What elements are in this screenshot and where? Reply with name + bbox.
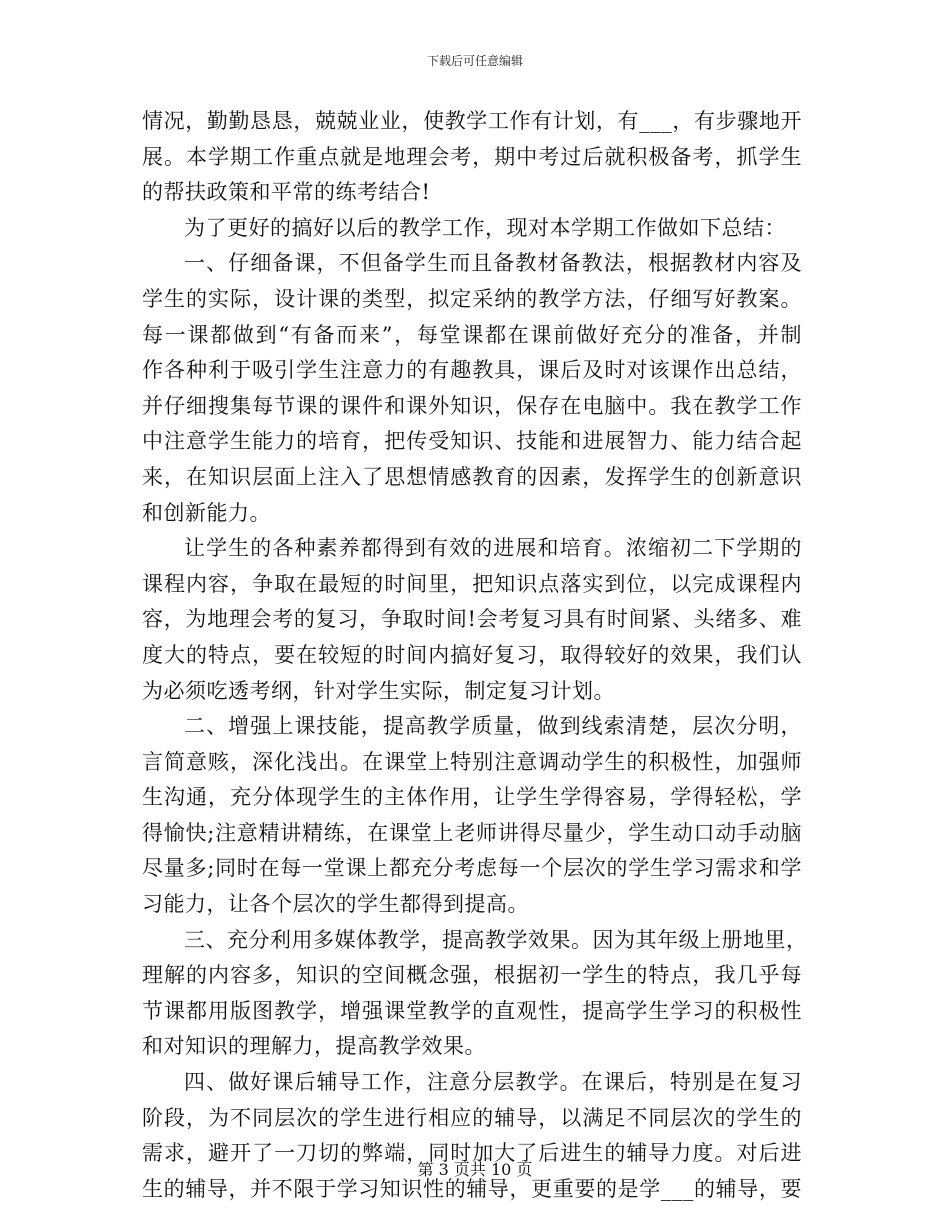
body-line: 学生的实际，设计课的类型，拟定采纳的教学方法，仔细写好教案。 — [142, 286, 802, 311]
body-line: 中注意学生能力的培育，把传受知识、技能和进展智力、能力结合起 — [142, 429, 802, 454]
body-line: 每一课都做到“有备而来”，每堂课都在课前做好充分的准备，并制 — [142, 322, 802, 347]
body-line: 来，在知识层面上注入了思想情感教育的因素，发挥学生的创新意识 — [142, 464, 802, 489]
body-line: 容，为地理会考的复习，争取时间!会考复习具有时间紧、头绪多、难 — [142, 607, 802, 632]
body-line: 言简意赅，深化浅出。在课堂上特别注意调动学生的积极性，加强师 — [142, 749, 802, 774]
body-line: 度大的特点，要在较短的时间内搞好复习，取得较好的效果，我们认 — [142, 642, 802, 667]
body-line: 情况，勤勤恳恳，兢兢业业，使教学工作有计划，有___，有步骤地开 — [142, 109, 802, 133]
body-line: 展。本学期工作重点就是地理会考，期中考过后就积极备考，抓学生 — [142, 144, 802, 169]
body-line: 生沟通，充分体现学生的主体作用，让学生学得容易，学得轻松，学 — [142, 785, 802, 810]
page-footer: 第 3 页共 10 页 — [417, 1160, 533, 1179]
body-line: 和创新能力。 — [142, 500, 271, 525]
body-line: 为了更好的搞好以后的教学工作，现对本学期工作做如下总结： — [184, 215, 786, 240]
body-line: 的帮扶政策和平常的练考结合! — [142, 180, 431, 205]
body-line: 理解的内容多，知识的空间概念强，根据初一学生的特点，我几乎每 — [142, 963, 802, 988]
body-line: 节课都用版图教学，增强课堂教学的直观性，提高学生学习的积极性 — [142, 998, 802, 1023]
body-line: 阶段，为不同层次的学生进行相应的辅导，以满足不同层次的学生的 — [142, 1105, 802, 1130]
page-header: 下载后可任意编辑 — [426, 54, 523, 68]
body-line: 为必须吃透考纲，针对学生实际，制定复习计划。 — [142, 678, 615, 703]
body-line: 课程内容，争取在最短的时间里，把知识点落实到位，以完成课程内 — [142, 571, 802, 596]
body-line: 得愉快;注意精讲精练，在课堂上老师讲得尽量少，学生动口动手动脑 — [142, 820, 802, 845]
body-line: 作各种利于吸引学生注意力的有趣教具，课后及时对该课作出总结， — [142, 358, 802, 383]
body-line: 二、增强上课技能，提高教学质量，做到线索清楚，层次分明， — [184, 714, 802, 739]
body-line: 和对知识的理解力，提高教学效果。 — [142, 1034, 486, 1059]
body-line: 让学生的各种素养都得到有效的进展和培育。浓缩初二下学期的 — [184, 536, 802, 561]
body-line: 习能力，让各个层次的学生都得到提高。 — [142, 892, 529, 917]
body-line: 生的辅导，并不限于学习知识性的辅导，更重要的是学___的辅导，要 — [142, 1176, 802, 1201]
body-line: 三、充分利用多媒体教学，提高教学效果。因为其年级上册地里， — [184, 927, 808, 952]
body-line: 并仔细搜集每节课的课件和课外知识，保存在电脑中。我在教学工作 — [142, 393, 802, 418]
body-line: 四、做好课后辅导工作，注意分层教学。在课后，特别是在复习 — [184, 1070, 802, 1095]
body-line: 一、仔细备课，不但备学生而且备教材备教法，根据教材内容及 — [184, 251, 802, 276]
body-line: 尽量多;同时在每一堂课上都充分考虑每一个层次的学生学习需求和学 — [142, 856, 802, 881]
document-body — [142, 104, 808, 1207]
body-line: 需求，避开了一刀切的弊端，同时加大了后进生的辅导力度。对后进 — [142, 1141, 802, 1166]
